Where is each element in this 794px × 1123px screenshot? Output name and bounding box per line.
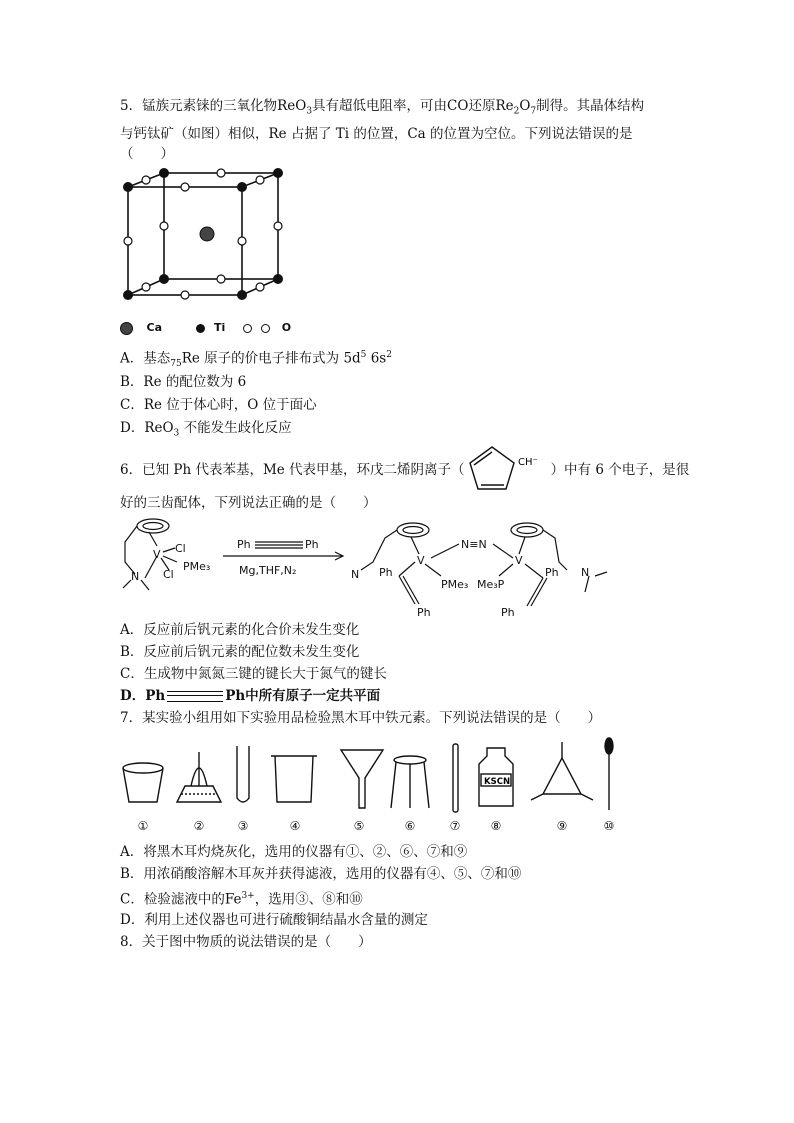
q5-option-d[interactable]: D．ReO$_3$ 不能发生歧化反应: [120, 420, 292, 439]
glass-rod-icon: [453, 744, 458, 812]
product-nn-bridge: N≡N: [461, 538, 487, 551]
test-tube-icon: [237, 746, 249, 802]
apparatus-label-3: ③: [237, 819, 249, 833]
product-ph-left: Ph: [379, 566, 393, 579]
cell-legend: [120, 321, 291, 335]
o-legend-icon-2: [261, 324, 270, 333]
dropper-icon: [605, 738, 613, 810]
q6-stem-line2: 好的三齿配体，下列说法正确的是（ ）: [120, 495, 377, 511]
q5-stem-line3: （ ）: [120, 146, 174, 162]
q7-option-c[interactable]: C．检验滤液中的$Fe^{3+}$，选用③、⑧和⑩: [120, 891, 363, 908]
ca-atom: [200, 227, 214, 241]
apparatus-label-2: ②: [193, 819, 205, 833]
reactant-n-atom: N: [131, 570, 140, 583]
q5-option-a[interactable]: A．基态$_{75}$Re 原子的价电子排布式为 $5d^5$ $6s^2$: [120, 350, 392, 370]
q6-option-a[interactable]: A．反应前后钒元素的化合价未发生变化: [120, 622, 360, 638]
product-pme3: PMe₃: [441, 578, 469, 591]
ca-legend-icon: [120, 322, 133, 335]
reactant-cl-1: Cl: [175, 542, 186, 555]
ti-legend-label: Ti: [214, 321, 226, 334]
lab-apparatus-row: [115, 730, 635, 840]
apparatus-label-8: ⑧: [490, 819, 502, 833]
q5-option-b[interactable]: B．Re 的配位数为 6: [120, 374, 247, 390]
apparatus-label-6: ⑥: [404, 819, 416, 833]
o-legend-icon: [243, 324, 252, 333]
reactant-cl-2: Cl: [163, 568, 174, 581]
beaker-icon: [271, 756, 317, 802]
q6-option-d[interactable]: D．Ph Ph中所有原子一定共平面: [120, 688, 381, 704]
apparatus-label-1: ①: [137, 819, 149, 833]
reactant-pme3: PMe₃: [183, 560, 211, 573]
crucible-icon: [123, 763, 163, 802]
o-legend-label: O: [281, 321, 292, 334]
product-v-left: V: [417, 554, 425, 567]
q6-option-b[interactable]: B．反应前后钒元素的配位数未发生变化: [120, 644, 360, 660]
q7-option-a[interactable]: A．将黑木耳灼烧灰化，选用的仪器有①、②、⑥、⑦和⑨: [120, 844, 468, 860]
reagent-ph-right: Ph: [305, 538, 319, 551]
perovskite-unit-cell: [118, 165, 298, 340]
q7-stem: 7．某实验小组用如下实验用品检验黑木耳中铁元素。下列说法错误的是（ ）: [120, 710, 602, 726]
q5-stem-line1: 5．锰族元素铼的三氧化物ReO$_3$具有超低电阻率，可由CO还原$Re_2O_7$制得。其晶体结构: [120, 98, 645, 117]
apparatus-label-5: ⑤: [353, 819, 365, 833]
product-ph-bottom-left: Ph: [417, 606, 431, 619]
ion-label: CH⁻: [518, 457, 538, 468]
product-me3p: Me₃P: [477, 578, 505, 591]
q7-option-b[interactable]: B．用浓硝酸溶解木耳灰并获得滤液，选用的仪器有④、⑤、⑦和⑩: [120, 866, 522, 882]
clay-triangle-icon: [531, 742, 593, 800]
cyclopentadienyl-anion-structure: [462, 443, 552, 495]
reagent-conditions: Mg,THF,N₂: [239, 564, 297, 577]
product-v-right: V: [515, 554, 523, 567]
q6-stem-line1: 6．已知 Ph 代表苯基，Me 代表甲基，环戊二烯阴离子（ ）中有 6 个电子，是很: [120, 462, 690, 478]
kscn-label: KSCN: [484, 777, 511, 787]
alcohol-lamp-icon: [177, 752, 221, 802]
q7-option-d[interactable]: D．利用上述仪器也可进行硫酸铜结晶水含量的测定: [120, 912, 428, 928]
tripod-stand-icon: [391, 756, 429, 808]
product-ph-bottom-right: Ph: [501, 606, 515, 619]
q6-option-c[interactable]: C．生成物中氮氮三键的键长大于氮气的键长: [120, 666, 387, 682]
triple-bond-icon: [167, 691, 223, 702]
product-n-left: N: [351, 568, 360, 581]
apparatus-label-7: ⑦: [449, 819, 461, 833]
ca-legend-label: Ca: [146, 321, 162, 334]
product-ph-right: Ph: [545, 566, 559, 579]
q5-stem-line2: 与钙钛矿（如图）相似，Re 占据了 Ti 的位置，Ca 的位置为空位。下列说法错误的是: [120, 126, 633, 142]
q5-option-c[interactable]: C．Re 位于体心时，O 位于面心: [120, 397, 317, 413]
funnel-icon: [341, 750, 383, 808]
product-n-right: N: [581, 566, 590, 579]
apparatus-label-10: ⑩: [603, 819, 615, 833]
vanadium-reaction-scheme: [115, 512, 615, 622]
apparatus-label-9: ⑨: [556, 819, 568, 833]
reactant-v-atom: V: [153, 548, 161, 561]
apparatus-label-4: ④: [289, 819, 301, 833]
q8-stem: 8．关于图中物质的说法错误的是（ ）: [120, 934, 372, 950]
reagent-ph-left: Ph: [237, 538, 251, 551]
ti-legend-icon: [196, 324, 205, 333]
